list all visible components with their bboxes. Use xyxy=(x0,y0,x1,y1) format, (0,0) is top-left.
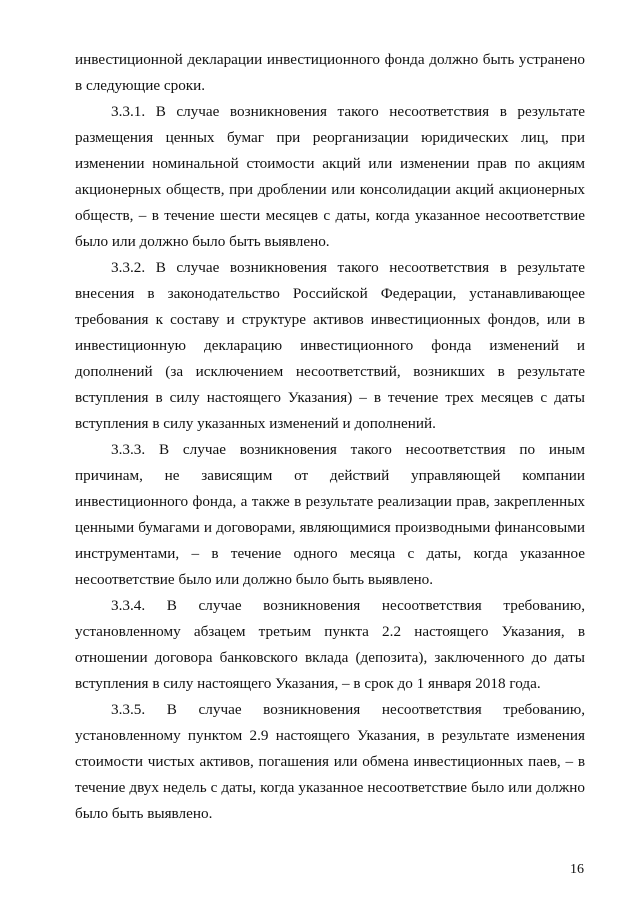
clause-3-3-5: 3.3.5. В случае возникновения несоответствия требованию, установленному пунктом 2.9 настоящего Указания, в результате изменения стоимости чистых активов, погашения или обмена инвестиционных паев, – в течение двух недель с даты, когда указанное несоответствие было или должно было быть выявлено. xyxy=(75,701,585,822)
document-body xyxy=(75,47,585,827)
clause-3-3-4: 3.3.4. В случае возникновения несоответствия требованию, установленному абзацем третьим пункта 2.2 настоящего Указания, в отношении договора банковского вклада (депозита), заключенного до даты вступления в силу настоящего Указания, – в срок до 1 января 2018 года. xyxy=(75,597,585,692)
page-number: 16 xyxy=(570,862,584,877)
intro-paragraph: инвестиционной декларации инвестиционного фонда должно быть устранено в следующие сроки. xyxy=(75,51,585,94)
clause-3-3-1: 3.3.1. В случае возникновения такого несоответствия в результате размещения ценных бумаг при реорганизации юридических лиц, при изменении номинальной стоимости акций или изменении прав по акциям акционерных обществ, при дроблении или консолидации акций акционерных обществ, – в течение шести месяцев с даты, когда указанное несоответствие было или должно было быть выявлено. xyxy=(75,103,585,250)
clause-3-3-3: 3.3.3. В случае возникновения такого несоответствия по иным причинам, не зависящим от действий управляющей компании инвестиционного фонда, а также в результате реализации прав, закрепленных ценными бумагами и договорами, являющимися производными финансовыми инструментами, – в течение одного месяца с даты, когда указанное несоответствие было или должно было быть выявлено. xyxy=(75,441,585,588)
clause-3-3-2: 3.3.2. В случае возникновения такого несоответствия в результате внесения в законодательство Российской Федерации, устанавливающее требования к составу и структуре активов инвестиционных фондов, или в инвестиционную декларацию инвестиционного фонда изменений и дополнений (за исключением несоответствий, возникших в результате вступления в силу настоящего Указания) – в течение трех месяцев с даты вступления в силу указанных изменений и дополнений. xyxy=(75,259,585,432)
